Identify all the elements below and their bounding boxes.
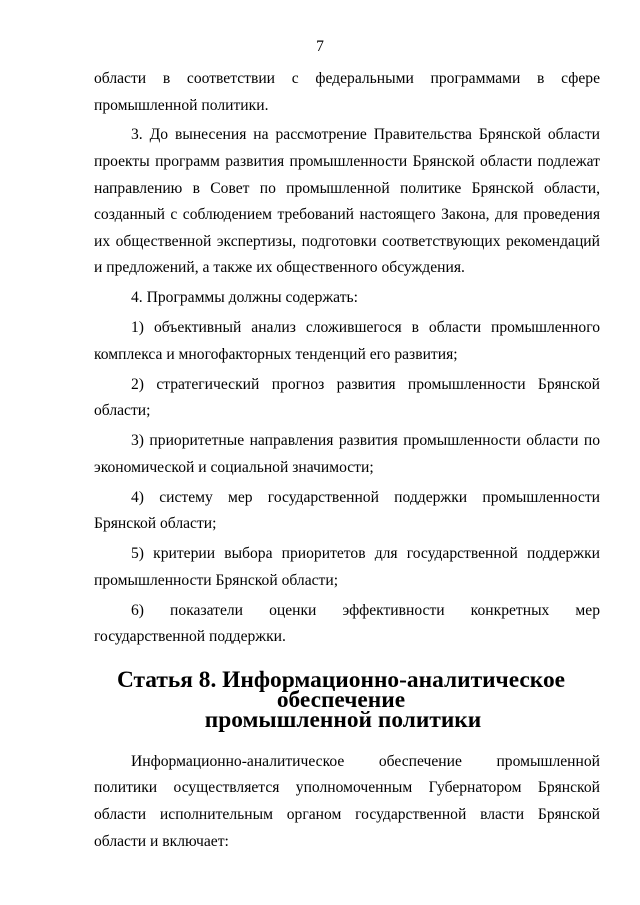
paragraph-continuation: области в соответствии с федеральными программами в сфере промышленной политики. [94, 70, 600, 114]
list-item-3: 3) приоритетные направления развития промышленности области по экономической и социальной значимости; [94, 432, 600, 476]
list-item-6: 6) показатели оценки эффективности конкретных мер государственной поддержки. [94, 601, 600, 646]
article-heading [94, 666, 600, 733]
paragraph-clause-3: 3. До вынесения на рассмотрение Правительства Брянской области проекты программ развития промышленности Брянской области подлежат направлению в Совет по промышленной политике Брянской области, созданный с соблюдением требований настоящего Закона, для проведения их общественной экспертизы, подготовки соответствующих рекомендаций и предложений, а также их общественного обсуждения. [94, 126, 600, 277]
paragraph-article-8: Информационно-аналитическое обеспечение промышленной политики осуществляется уполномоченным Губернатором Брянской области исполнительным органом государственной власти Брянской области и включает: [94, 752, 600, 850]
list-item-4: 4) систему мер государственной поддержки промышленности Брянской области; [94, 488, 600, 533]
list-item-1: 1) объективный анализ сложившегося в области промышленного комплекса и многофакторных тенденций его развития; [94, 319, 600, 363]
list-item-5: 5) критерии выбора приоритетов для государственной поддержки промышленности Брянской области; [94, 545, 600, 589]
page-number: 7 [316, 38, 324, 55]
article-heading-line2: промышленной политики [204, 706, 482, 733]
paragraph-clause-4: 4. Программы должны содержать: [131, 289, 358, 307]
list-item-2: 2) стратегический прогноз развития промышленности Брянской области; [94, 375, 600, 420]
article-heading-line1: Статья 8. Информационно-аналитическое обеспечение [116, 666, 566, 713]
document-body [94, 66, 600, 859]
